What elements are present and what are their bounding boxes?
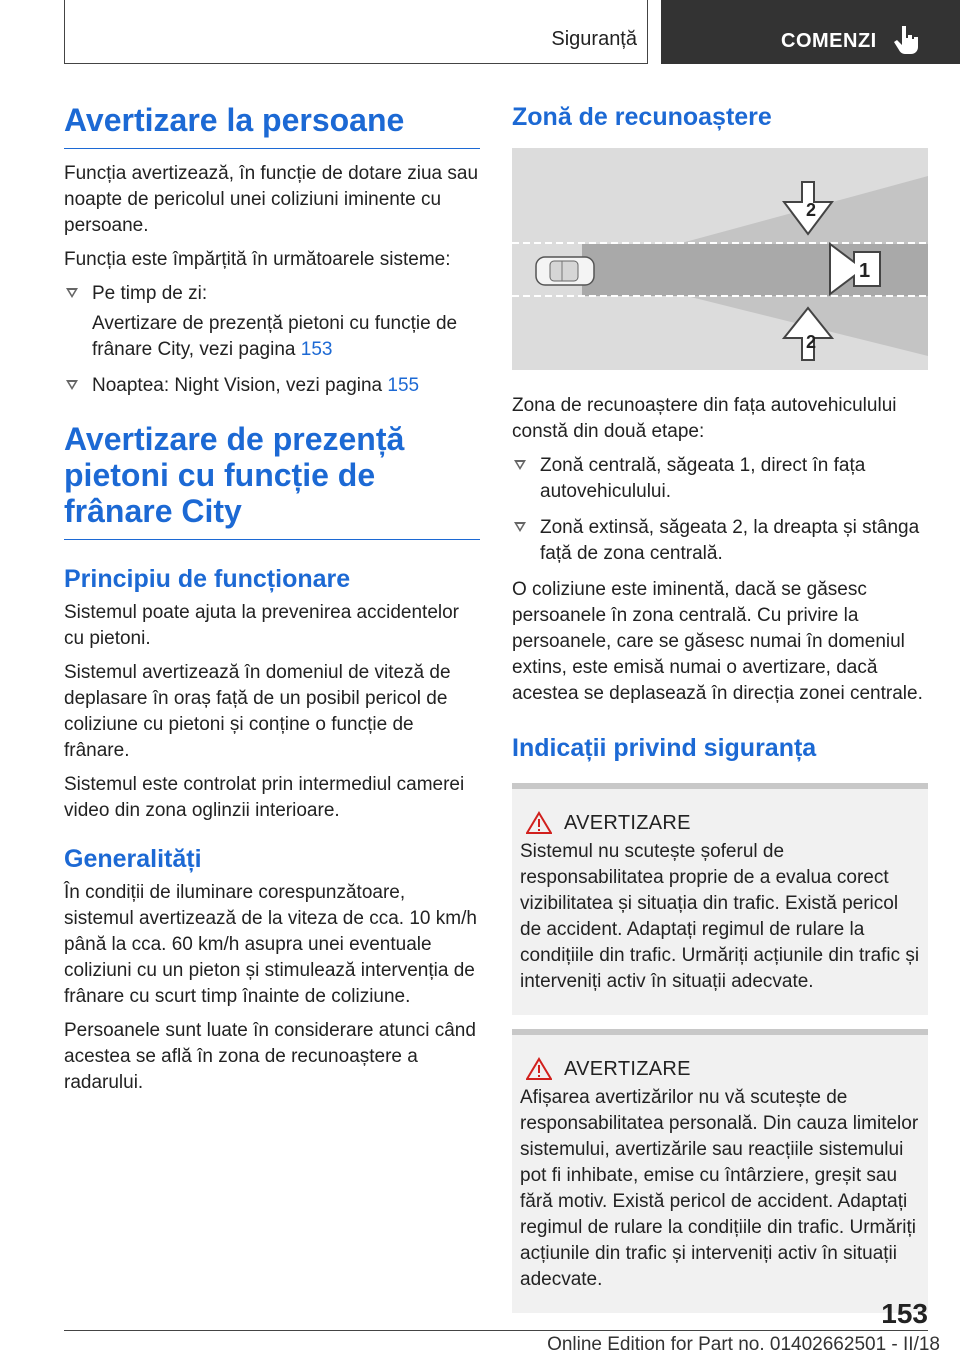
list-item	[64, 373, 480, 399]
warning-title: AVERTIZARE	[564, 811, 691, 834]
paragraph: Sistemul este controlat prin intermediul camerei video din zona oglinzii interioare.	[64, 774, 465, 821]
warning-title: AVERTIZARE	[564, 1057, 691, 1080]
list-item-text: Pe timp de zi:	[92, 283, 208, 304]
footer-rule	[64, 1330, 928, 1331]
heading-zona-recunoastere: Zonă de recunoaștere	[512, 103, 772, 131]
bullet-triangle-icon	[66, 288, 78, 298]
warning-title-row	[520, 811, 920, 835]
heading-indicatii-siguranta: Indicații privind siguranța	[512, 734, 817, 762]
bullet-triangle-icon	[514, 460, 526, 470]
header-section-tab	[64, 0, 648, 64]
paragraph: Zona de recunoaștere din fața autovehiculului constă din două etape:	[512, 395, 897, 442]
page-number: 153	[881, 1298, 928, 1329]
systems-list	[64, 281, 480, 399]
bullet-triangle-icon	[514, 522, 526, 532]
warning-triangle-icon	[526, 1057, 552, 1081]
list-item	[64, 281, 480, 363]
paragraph: O coliziune este iminentă, dacă se găsesc persoanele în zona centrală. Cu privire la persoanele, care se găsesc numai în domeniul extins, este emisă numai o avertizare, dacă acestea se deplasează în direcția zonei centrale.	[512, 579, 923, 704]
arrow-1-icon	[830, 244, 880, 294]
zones-list	[512, 453, 928, 567]
left-column	[64, 102, 480, 1104]
header-section-label: Siguranță	[551, 28, 637, 50]
paragraph: Funcția avertizează, în funcție de dotare ziua sau noapte de pericolul unei coliziuni iminente cu persoane.	[64, 163, 479, 236]
list-item-text: Zonă extinsă, săgeata 2, la dreapta și stânga față de zona centrală.	[540, 517, 920, 564]
car-icon	[536, 257, 594, 285]
pointing-hand-icon	[893, 24, 921, 56]
footer-edition: Online Edition for Part no. 01402662501 - II/18	[547, 1334, 940, 1355]
list-item	[512, 453, 928, 505]
heading-generalitati: Generalități	[64, 845, 202, 873]
list-item-text: Noaptea: Night Vision, vezi pagina	[92, 375, 388, 396]
list-item-subtext	[92, 311, 480, 363]
warning-triangle-icon	[526, 811, 552, 835]
list-item-subtext-label: Avertizare de prezență pietoni cu funcție de frânare City, vezi pagina	[92, 313, 458, 360]
heading-avertizare-persoane: Avertizare la persoane	[64, 102, 480, 149]
list-item	[512, 515, 928, 567]
heading-principiu: Principiu de funcționare	[64, 565, 351, 593]
page-link-153[interactable]: 153	[300, 339, 333, 360]
paragraph: În condiții de iluminare corespunzătoare, sistemul avertizează de la viteza de cca. 10 km/h până la cca. 60 km/h asupra unei eventuale coliziuni cu un pieton și stimulează intervenția de frânare cu scurt timp înainte de coliziune.	[64, 882, 477, 1007]
warning-box	[512, 1029, 928, 1313]
paragraph: Funcția este împărțită în următoarele sisteme:	[64, 249, 451, 270]
list-item-text: Zonă centrală, săgeata 1, direct în fața autovehiculului.	[540, 455, 866, 502]
paragraph: Sistemul avertizează în domeniul de viteză de deplasare în oraș față de un posibil pericol de coliziune cu pietoni și conține o funcție de frânare.	[64, 662, 451, 761]
page-link-155[interactable]: 155	[387, 375, 420, 396]
detection-zone-diagram	[512, 148, 928, 370]
paragraph: Sistemul poate ajuta la prevenirea accidentelor cu pietoni.	[64, 602, 460, 649]
warning-text: Sistemul nu scutește șoferul de responsabilitatea proprie de a evalua corect vizibilitatea și situația din trafic. Există pericol de accident. Adaptați regimul de rulare la condițiile din trafic. Urmăriți acțiunile din trafic și interveniți activ în situații adecvate.	[520, 841, 920, 992]
warning-box	[512, 783, 928, 1015]
warning-text: Afișarea avertizărilor nu vă scutește de responsabilitatea personală. Din cauza limitelor sistemului, avertizările sau reacțiile sistemului pot fi inhibate, emise cu întârziere, greșit sau fără motiv. Există pericol de accident. Adaptați regimul de rulare la condițiile din trafic. Urmăriți acțiunile din trafic și interveniți activ în situații adecvate.	[520, 1087, 919, 1290]
warning-title-row	[520, 1057, 920, 1081]
arrow-2-bottom-label: 2	[806, 332, 817, 352]
heading-city-braking: Avertizare de prezență pietoni cu funcție de frânare City	[64, 421, 480, 540]
arrow-2-top-label: 2	[806, 200, 817, 220]
right-column	[512, 102, 928, 1327]
paragraph: Persoanele sunt luate în considerare atunci când acestea se află în zona de recunoaștere a radarului.	[64, 1020, 476, 1093]
bullet-triangle-icon	[66, 380, 78, 390]
header-chapter-tab	[661, 0, 960, 64]
arrow-1-label: 1	[859, 260, 871, 282]
header-chapter-label: COMENZI	[781, 30, 877, 52]
